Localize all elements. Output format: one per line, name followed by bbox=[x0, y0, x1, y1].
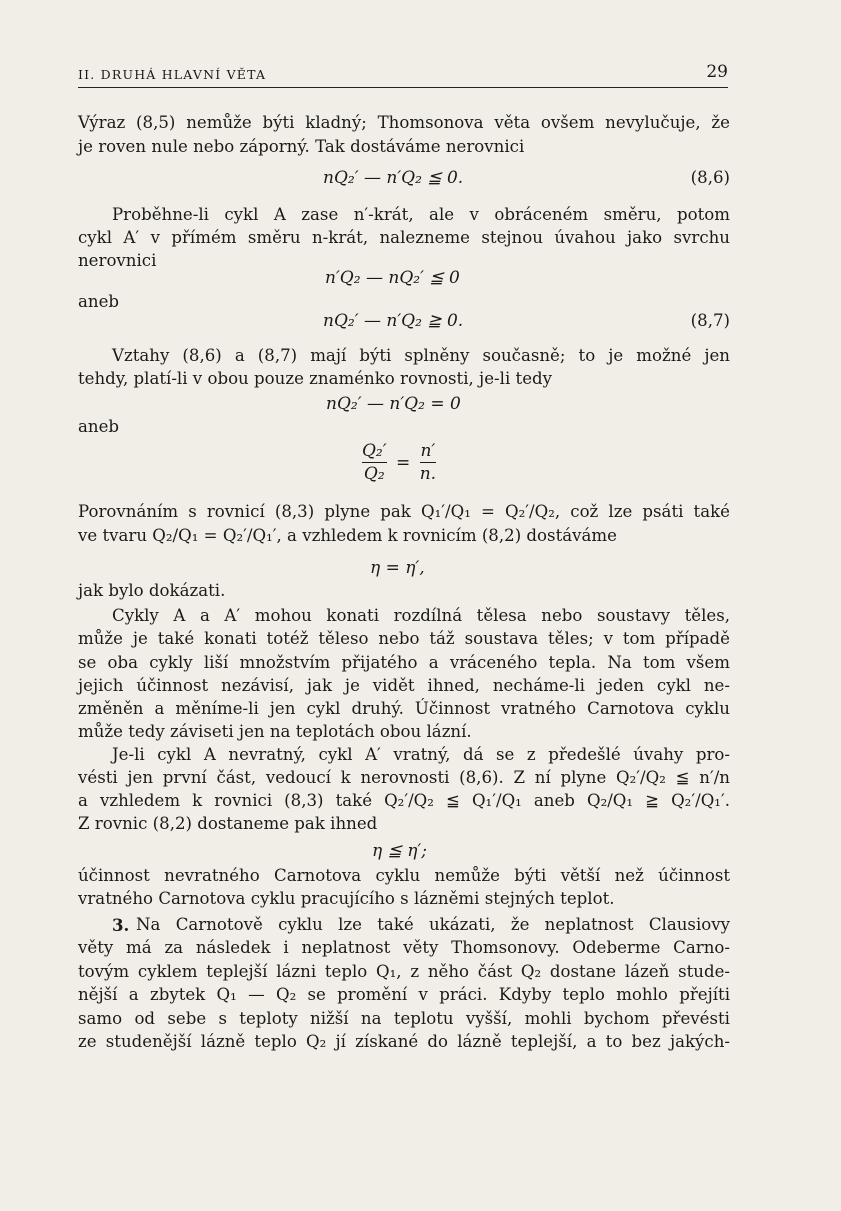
text-line: vésti jen první část, vedoucí k nerovnosti (8,6). Z ní plyne Q₂′/Q₂ ≦ n′/n bbox=[78, 768, 730, 787]
equation-equality: nQ₂′ — n′Q₂ = 0 bbox=[326, 394, 461, 414]
text-line: se oba cykly liší množstvím přijatého a vráceného tepla. Na tom všem bbox=[78, 653, 730, 672]
text-line: cykl A′ v přímém směru n-krát, nalezneme stejnou úvahou jako svrchu bbox=[78, 228, 730, 247]
text-line: samo od sebe s teploty nižší na teplotu vyšší, mohli bychom převésti bbox=[78, 1009, 730, 1028]
text-line: jejich účinnost nezávisí, jak je vidět ihned, necháme-li jeden cykl ne- bbox=[78, 676, 730, 695]
fraction-denominator: n. bbox=[419, 464, 437, 484]
text-line: tovým cyklem teplejší lázni teplo Q₁, z něho část Q₂ dostane lázeň stude- bbox=[78, 962, 730, 981]
text-line: Na Carnotově cyklu lze také ukázati, že neplatnost Clausiovy bbox=[136, 915, 730, 934]
text-line: Cykly A a A′ mohou konati rozdílná tělesa nebo soustavy těles, bbox=[112, 606, 730, 625]
text-line: může tedy záviseti jen na teplotách obou lázní. bbox=[78, 722, 472, 741]
equation-inequality: n′Q₂ — nQ₂′ ≦ 0 bbox=[325, 268, 460, 288]
equation-number: (8,7) bbox=[690, 311, 730, 330]
page-header bbox=[78, 62, 728, 88]
text-line: ze studenější lázně teplo Q₂ jí získané do lázně teplejší, a to bez jakých- bbox=[78, 1032, 730, 1051]
text-line: Je-li cykl A nevratný, cykl A′ vratný, dá se z předešlé úvahy pro- bbox=[112, 745, 730, 764]
text-line: vratného Carnotova cyklu pracujícího s lázněmi stejných teplot. bbox=[78, 889, 615, 908]
running-head: II. DRUHÁ HLAVNÍ VĚTA bbox=[78, 67, 267, 82]
text-line: může je také konati totéž těleso nebo táž soustava těles; v tom případě bbox=[78, 629, 730, 648]
equation-efficiency-inequality: η ≦ η′; bbox=[372, 841, 428, 861]
fraction-equation bbox=[362, 441, 436, 484]
page-number: 29 bbox=[706, 62, 728, 82]
section-number: 3. bbox=[112, 915, 130, 935]
equation-efficiency-equal: η = η′, bbox=[370, 558, 425, 578]
fraction-numerator: Q₂′ bbox=[362, 441, 387, 461]
text-line: nější a zbytek Q₁ — Q₂ se promění v práci. Kdyby teplo mohlo přejíti bbox=[78, 985, 730, 1004]
text-line: změněn a měníme-li jen cykl druhý. Účinnost vratného Carnotova cyklu bbox=[78, 699, 730, 718]
text-line: Porovnáním s rovnicí (8,3) plyne pak Q₁′/Q₁ = Q₂′/Q₂, což lze psáti také bbox=[78, 502, 730, 521]
equals-sign: = bbox=[396, 452, 411, 473]
text-line: nerovnici bbox=[78, 251, 157, 270]
equation-8-6: nQ₂′ — n′Q₂ ≦ 0. bbox=[323, 168, 464, 188]
equation-8-7: nQ₂′ — n′Q₂ ≧ 0. bbox=[323, 311, 464, 331]
equation-number: (8,6) bbox=[690, 168, 730, 187]
text-line: tehdy, platí-li v obou pouze znaménko rovnosti, je-li tedy bbox=[78, 369, 553, 388]
text-line: účinnost nevratného Carnotova cyklu nemůže býti větší než účinnost bbox=[78, 866, 730, 885]
text-line: a vzhledem k rovnici (8,3) také Q₂′/Q₂ ≦ Q₁′/Q₁ aneb Q₂/Q₁ ≧ Q₂′/Q₁′. bbox=[78, 791, 730, 810]
text-line: Proběhne-li cykl A zase n′-krát, ale v obráceném směru, potom bbox=[112, 205, 730, 224]
text-line: ve tvaru Q₂/Q₁ = Q₂′/Q₁′, a vzhledem k rovnicím (8,2) dostáváme bbox=[78, 526, 617, 545]
fraction-numerator: n′ bbox=[420, 441, 436, 461]
fraction-denominator: Q₂ bbox=[363, 464, 385, 484]
text-line: věty má za následek i neplatnost věty Thomsonovy. Odeberme Carno- bbox=[78, 938, 730, 957]
text-line: je roven nule nebo záporný. Tak dostáváme nerovnici bbox=[78, 137, 525, 156]
text-line: Z rovnic (8,2) dostaneme pak ihned bbox=[78, 814, 378, 833]
text-line: Výraz (8,5) nemůže býti kladný; Thomsonova věta ovšem nevylučuje, že bbox=[78, 113, 730, 132]
text-line: Vztahy (8,6) a (8,7) mají býti splněny současně; to je možné jen bbox=[112, 346, 730, 365]
text-line: aneb bbox=[78, 292, 120, 311]
text-line: aneb bbox=[78, 417, 120, 436]
text-line: jak bylo dokázati. bbox=[78, 581, 226, 600]
